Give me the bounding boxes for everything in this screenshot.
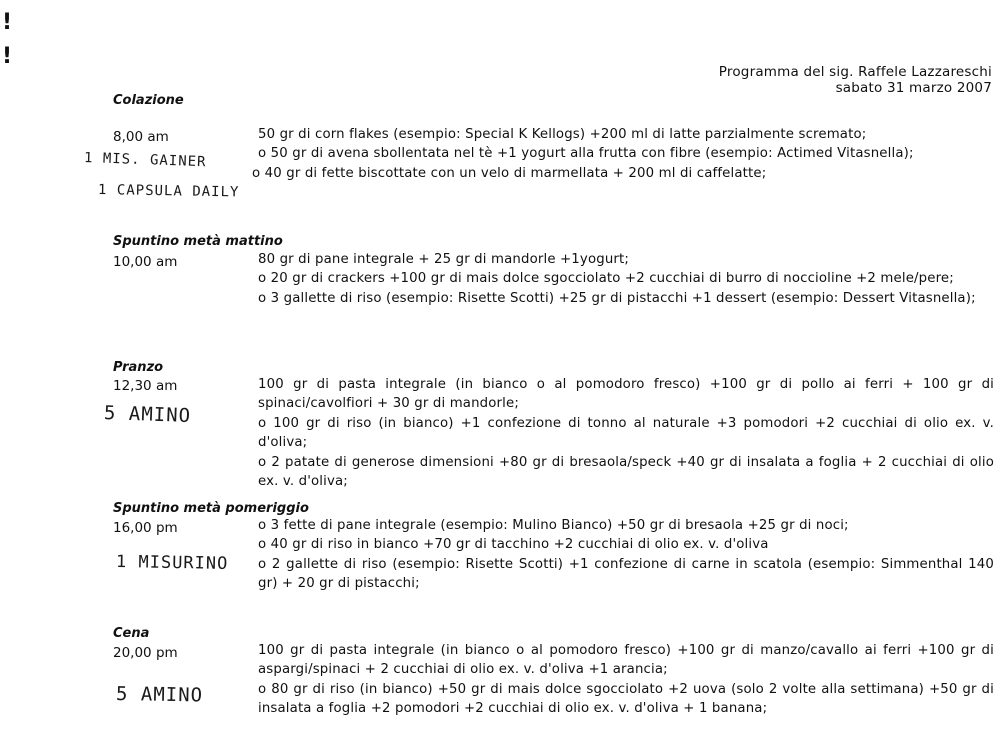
handwritten-note: 5 AMINO	[115, 683, 204, 707]
meal-option: o 100 gr di riso (in bianco) +1 confezione di tonno al naturale +3 pomodori +2 cucchiai di olio ex. v. d'oliva;	[258, 415, 994, 451]
header-line-name: Programma del sig. Raffele Lazzareschi	[718, 64, 992, 80]
section-time-spuntino-pomeriggio: 16,00 pm	[113, 520, 178, 536]
meal-option: 100 gr di pasta integrale (in bianco o al pomodoro fresco) +100 gr di pollo ai ferri + 100 gr di spinaci/cavolfiori + 30 gr di mandorle;	[258, 377, 994, 412]
section-time-spuntino-mattino: 10,00 am	[113, 254, 178, 270]
section-time-cena: 20,00 pm	[113, 645, 178, 661]
section-body-cena	[258, 641, 994, 719]
section-title-spuntino-pomeriggio: Spuntino metà pomeriggio	[113, 501, 309, 516]
section-body-spuntino-mattino	[258, 250, 994, 308]
section-body-pranzo	[258, 375, 994, 491]
meal-option: 80 gr di pane integrale + 25 gr di mandorle +1yogurt;	[258, 252, 630, 267]
meal-option: o 80 gr di riso (in bianco) +50 gr di mais dolce sgocciolato +2 uova (solo 2 volte alla settimana) +50 gr di insalata a foglia +2 pomodori +2 cucchiai di olio ex. v. d'oliva + 1 banana;	[258, 681, 994, 717]
section-title-cena: Cena	[113, 626, 150, 641]
section-time-pranzo: 12,30 am	[113, 378, 178, 394]
section-body-spuntino-pomeriggio	[258, 516, 994, 594]
header-line-date: sabato 31 marzo 2007	[835, 80, 992, 96]
handwritten-note: 1 MISURINO	[115, 552, 229, 574]
meal-option: o 3 gallette di riso (esempio: Risette Scotti) +25 gr di pistacchi +1 dessert (esempio: Dessert Vitasnella);	[258, 290, 976, 306]
meal-option: o 40 gr di riso in bianco +70 gr di tacchino +2 cucchiai di olio ex. v. d'oliva	[258, 537, 769, 553]
meal-option: o 20 gr di crackers +100 gr di mais dolce sgocciolato +2 cucchiai di burro di noccioline +2 mele/pere;	[258, 271, 954, 287]
meal-option: o 3 fette di pane integrale (esempio: Mulino Bianco) +50 gr di bresaola +25 gr di noci;	[258, 518, 849, 533]
meal-option: o 2 gallette di riso (esempio: Risette Scotti) +1 confezione di carne in scatola (esempio: Simmenthal 140 gr) + 20 gr di pistacchi;	[258, 556, 994, 592]
handwritten-note: 5 AMINO	[103, 402, 192, 428]
meal-option: o 2 patate di generose dimensioni +80 gr di bresaola/speck +40 gr di insalata a foglia + 2 cucchiai di olio ex. v. d'oliva;	[258, 454, 994, 490]
margin-marks	[2, 6, 12, 74]
section-title-colazione: Colazione	[113, 93, 184, 108]
margin-mark: !	[2, 44, 13, 69]
section-body-colazione	[252, 125, 994, 183]
margin-mark: !	[2, 10, 13, 35]
section-title-pranzo: Pranzo	[113, 360, 164, 375]
meal-option: o 50 gr di avena sbollentata nel tè +1 yogurt alla frutta con fibre (esempio: Actimed Vitasnella);	[258, 146, 914, 162]
meal-option: o 40 gr di fette biscottate con un velo di marmellata + 200 ml di caffelatte;	[252, 165, 767, 181]
handwritten-note: 1 MIS. GAINER	[83, 150, 207, 171]
section-title-spuntino-mattino: Spuntino metà mattino	[113, 234, 283, 249]
document-header	[719, 64, 992, 96]
section-time-colazione: 8,00 am	[113, 129, 169, 145]
meal-option: 50 gr di corn flakes (esempio: Special K Kellogs) +200 ml di latte parzialmente scremato;	[258, 127, 867, 142]
handwritten-note: 1 CAPSULA DAILY	[97, 182, 240, 201]
meal-option: 100 gr di pasta integrale (in bianco o al pomodoro fresco) +100 gr di manzo/cavallo ai ferri +100 gr di aspargi/spinaci + 2 cucchiai di olio ex. v. d'oliva +1 arancia;	[258, 643, 994, 678]
